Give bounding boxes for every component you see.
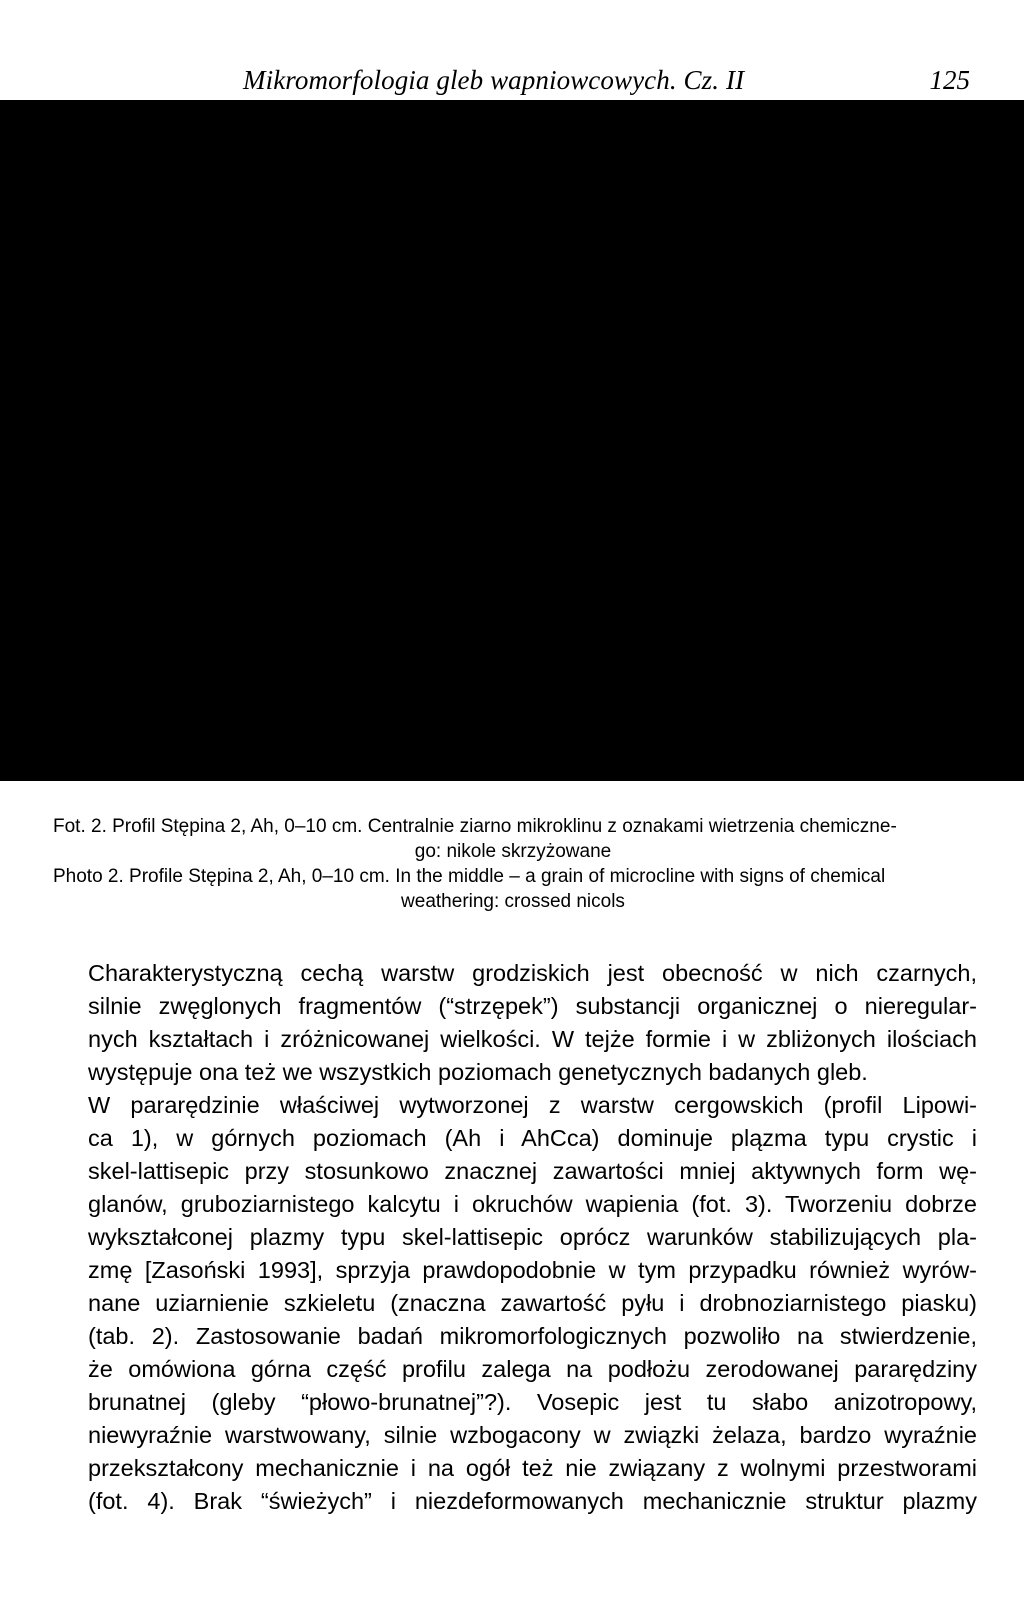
caption-line: weathering: crossed nicols [401, 891, 625, 912]
text-line: brunatnej (gleby “płowo-brunatnej”?). Vosepic jest tu słabo anizotropowy, [88, 1389, 977, 1415]
text-line: że omówiona górna część profilu zalega na podłożu zerodowanej pararędziny [88, 1356, 977, 1382]
body-text [52, 957, 977, 1518]
figure-caption-polish [53, 814, 973, 864]
text-line: nane uziarnienie szkieletu (znaczna zawartość pyłu i drobnoziarnistego piasku) [88, 1290, 977, 1316]
text-line: glanów, gruboziarnistego kalcytu i okruchów wapienia (fot. 3). Tworzeniu dobrze [88, 1191, 977, 1217]
text-line: wykształconej plazmy typu skel-lattisepic oprócz warunków stabilizujących pla- [88, 1224, 977, 1250]
text-line: (fot. 4). Brak “świeżych” i niezdeformowanych mechanicznie struktur plazmy [88, 1488, 977, 1514]
text-line: silnie zwęglonych fragmentów (“strzępek”) substancji organicznej o nieregular- [88, 993, 977, 1019]
text-line: Charakterystyczną cechą warstw grodziskich jest obecność w nich czarnych, [88, 960, 977, 986]
text-line: (tab. 2). Zastosowanie badań mikromorfologicznych pozwoliło na stwierdzenie, [88, 1323, 977, 1349]
page-number: 125 [929, 65, 970, 95]
text-line: zmę [Zasoński 1993], sprzyja prawdopodobnie w tym przypadku również wyrów- [88, 1257, 977, 1283]
text-line: niewyraźnie warstwowany, silnie wzbogacony w związki żelaza, bardzo wyraźnie [88, 1422, 977, 1448]
text-line: ca 1), w górnych poziomach (Ah i AhCca) dominuje plązma typu crystic i [88, 1125, 977, 1151]
figure-caption-english [53, 864, 973, 914]
micrograph-photo [0, 100, 1024, 781]
text-line: W pararędzinie właściwej wytworzonej z warstw cergowskich (profil Lipowi- [88, 1092, 977, 1118]
running-title: Mikromorfologia gleb wapniowcowych. Cz. II [243, 65, 745, 95]
caption-line: Photo 2. Profile Stępina 2, Ah, 0–10 cm. In the middle – a grain of microcline with signs of chemical [53, 866, 886, 887]
caption-line: Fot. 2. Profil Stępina 2, Ah, 0–10 cm. Centralnie ziarno mikroklinu z oznakami wietrzenia chemiczne- [53, 816, 897, 837]
running-header [50, 64, 972, 101]
text-line: przekształcony mechanicznie i na ogół też nie związany z wolnymi przestworami [88, 1455, 977, 1481]
text-line: skel-lattisepic przy stosunkowo znacznej zawartości mniej aktywnych form wę- [88, 1158, 977, 1184]
text-line: nych kształtach i zróżnicowanej wielkości. W tejże formie i w zbliżonych ilościach [88, 1026, 977, 1052]
caption-line: go: nikole skrzyżowane [414, 841, 612, 862]
text-line: występuje ona też we wszystkich poziomach genetycznych badanych gleb. [88, 1059, 868, 1085]
paragraph [52, 957, 977, 1089]
paragraph [52, 1089, 977, 1518]
